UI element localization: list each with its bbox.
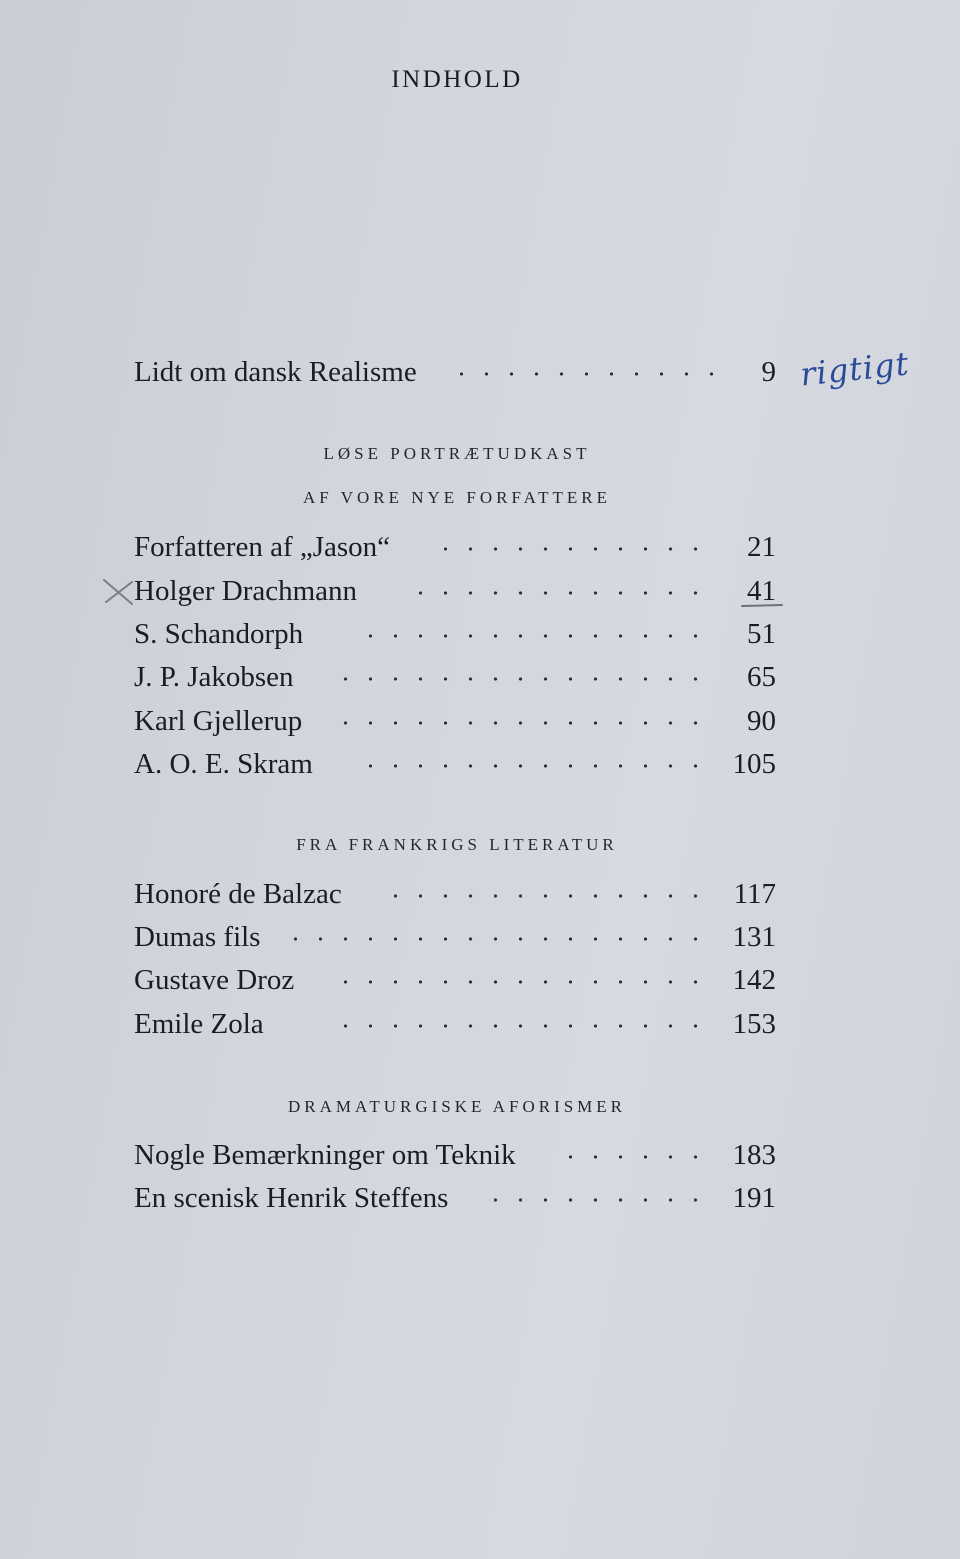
toc-entry [134,657,776,697]
pencil-underline-mark [740,603,784,609]
dot-leader [279,937,708,941]
dot-leader [329,980,708,984]
toc-entry-page: 153 [732,1008,776,1040]
section-heading: FRA FRANKRIGS LITERATUR [296,835,618,854]
toc-entry-label: Honoré de Balzac [134,878,342,910]
toc-entry [134,614,776,654]
dot-leader [329,1024,708,1028]
toc-entry-page: 41 [747,575,776,607]
toc-entry-label: Dumas fils [134,921,261,953]
toc-entry [134,1135,776,1175]
toc-entry-label: Emile Zola [134,1008,264,1040]
toc-entry-label: J. P. Jakobsen [134,661,294,693]
dot-leader [554,1155,708,1159]
dot-leader [429,547,708,551]
toc-entry-label: Karl Gjellerup [134,705,303,737]
toc-entry [134,571,776,611]
pencil-cross-mark [100,576,138,608]
page-title: INDHOLD [391,66,523,93]
section-heading: DRAMATURGISKE AFORISMER [287,1097,627,1116]
toc-entry-label: Lidt om dansk Realisme [134,356,417,388]
dot-leader [456,372,724,376]
toc-entry-label: Nogle Bemærkninger om Teknik [134,1139,516,1171]
toc-entry-label: S. Schandorph [134,618,304,650]
toc-entry-intro [134,352,776,392]
toc-entry-page: 65 [747,661,776,693]
toc-entry-page: 51 [747,618,776,650]
toc-entry-label: Gustave Droz [134,964,295,996]
toc-entry-page: 117 [733,878,776,910]
toc-entry [134,701,776,741]
toc-entry [134,1004,776,1044]
toc-entry [134,744,776,784]
dot-leader [404,591,708,595]
toc-entry-page: 9 [761,356,776,388]
toc-entry [134,527,776,567]
toc-entry-page: 131 [732,921,776,953]
toc-entry-page: 90 [747,705,776,737]
dot-leader [329,677,708,681]
dot-leader [354,634,708,638]
toc-entry-page: 183 [732,1139,776,1171]
toc-entry [134,917,776,957]
toc-entry-label: Forfatteren af „Jason“ [134,531,391,563]
handwritten-annotation: rigtigt [798,344,912,394]
toc-entry [134,960,776,1000]
toc-entry-page: 21 [747,531,776,563]
dot-leader [329,721,708,725]
toc-entry-label: Holger Drachmann [134,575,358,607]
toc-entry [134,874,776,914]
toc-entry-page: 191 [732,1182,776,1214]
toc-entry-label: A. O. E. Skram [134,748,313,780]
toc-entry-label: En scenisk Henrik Steffens [134,1182,449,1214]
toc-entry-page: 142 [732,964,776,996]
toc-entry [134,1178,776,1218]
dot-leader [354,764,708,768]
dot-leader [479,1198,708,1202]
section-heading: LØSE PORTRÆTUDKAST [323,444,591,463]
dot-leader [379,894,708,898]
toc-entry-page: 105 [732,748,776,780]
section-heading: AF VORE NYE FORFATTERE [303,488,611,507]
